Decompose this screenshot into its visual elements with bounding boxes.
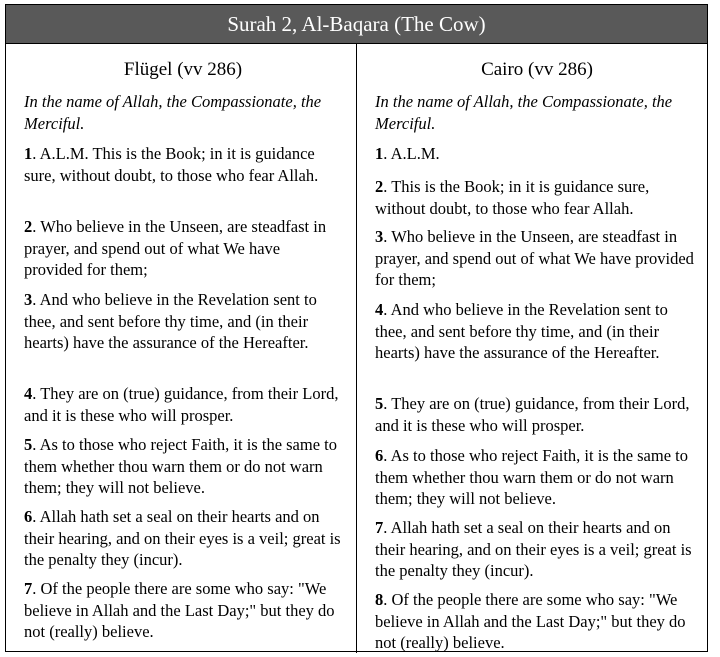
verse-number: 7: [375, 518, 384, 537]
verse-cairo-6: [375, 445, 699, 510]
verse-number: 7: [24, 579, 33, 598]
verse-cairo-5: [375, 393, 699, 436]
verse-number: 6: [375, 446, 384, 465]
verse-text: . And who believe in the Revelation sent to thee, and sent before thy time, and (in their hearts) have the assurance of the Hereafter.: [375, 300, 668, 362]
comparison-table: [5, 4, 708, 652]
verse-number: 3: [375, 227, 384, 246]
verse-text: . Allah hath set a seal on their hearts and on their hearing, and on their eyes is a veil; great is the penalty they (incur).: [24, 507, 341, 569]
verse-flugel-5: [24, 434, 342, 499]
verse-text: . As to those who reject Faith, it is the same to them whether thou warn them or do not warn them; they will not believe.: [24, 435, 338, 497]
verse-number: 6: [24, 507, 33, 526]
verse-text: . They are on (true) guidance, from their Lord, and it is these who will prosper.: [375, 394, 690, 435]
verse-cairo-2: [375, 176, 699, 219]
table-title: Surah 2, Al-Baqara (The Cow): [6, 5, 707, 44]
verse-number: 4: [24, 384, 33, 403]
verse-number: 2: [375, 177, 384, 196]
verse-text: . Who believe in the Unseen, are steadfast in prayer, and spend out of what We have provided for them;: [375, 227, 694, 289]
verse-number: 1: [24, 144, 33, 163]
column-cairo: [357, 43, 709, 652]
column-heading-cairo: Cairo (vv 286): [481, 59, 593, 80]
column-divider: [356, 43, 357, 653]
verse-flugel-3: [24, 289, 342, 354]
verse-number: 2: [24, 217, 33, 236]
basmala-flugel: In the name of Allah, the Compassionate, the Merciful.: [24, 92, 322, 133]
verse-text: . This is the Book; in it is guidance sure, without doubt, to those who fear Allah.: [375, 177, 650, 218]
verse-text: . A.L.M. This is the Book; in it is guidance sure, without doubt, to those who fear Allah.: [24, 144, 319, 185]
verse-text: . Allah hath set a seal on their hearts and on their hearing, and on their eyes is a veil; great is the penalty they (incur).: [375, 518, 692, 580]
verse-flugel-4: [24, 383, 342, 426]
verse-text: . Who believe in the Unseen, are steadfast in prayer, and spend out of what We have provided for them;: [24, 217, 327, 279]
verse-flugel-7: [24, 578, 342, 643]
verse-text: . They are on (true) guidance, from their Lord, and it is these who will prosper.: [24, 384, 339, 425]
verse-flugel-6: [24, 506, 342, 571]
basmala-cairo: In the name of Allah, the Compassionate, the Merciful.: [375, 92, 673, 133]
verse-number: 5: [375, 394, 384, 413]
verse-cairo-8: [375, 589, 699, 654]
verse-cairo-7: [375, 517, 699, 582]
verse-number: 8: [375, 590, 384, 609]
verse-text: . And who believe in the Revelation sent to thee, and sent before thy time, and (in their hearts) have the assurance of the Hereafter.: [24, 290, 317, 352]
verse-text: . Of the people there are some who say: "We believe in Allah and the Last Day;" but they do not (really) believe.: [24, 579, 335, 641]
verse-flugel-2: [24, 216, 342, 281]
verse-cairo-4: [375, 299, 699, 364]
verse-text: . As to those who reject Faith, it is the same to them whether thou warn them or do not warn them; they will not believe.: [375, 446, 689, 508]
verse-number: 1: [375, 144, 384, 163]
verse-number: 5: [24, 435, 33, 454]
column-heading-flugel: Flügel (vv 286): [123, 59, 243, 80]
verse-number: 4: [375, 300, 384, 319]
verse-cairo-1: [375, 143, 699, 165]
verse-cairo-3: [375, 226, 699, 291]
verse-text: . A.L.M.: [383, 144, 440, 163]
verse-text: . Of the people there are some who say: "We believe in Allah and the Last Day;" but they do not (really) believe.: [375, 590, 686, 652]
verse-number: 3: [24, 290, 33, 309]
column-flugel: [6, 43, 356, 641]
verse-flugel-1: [24, 143, 342, 186]
